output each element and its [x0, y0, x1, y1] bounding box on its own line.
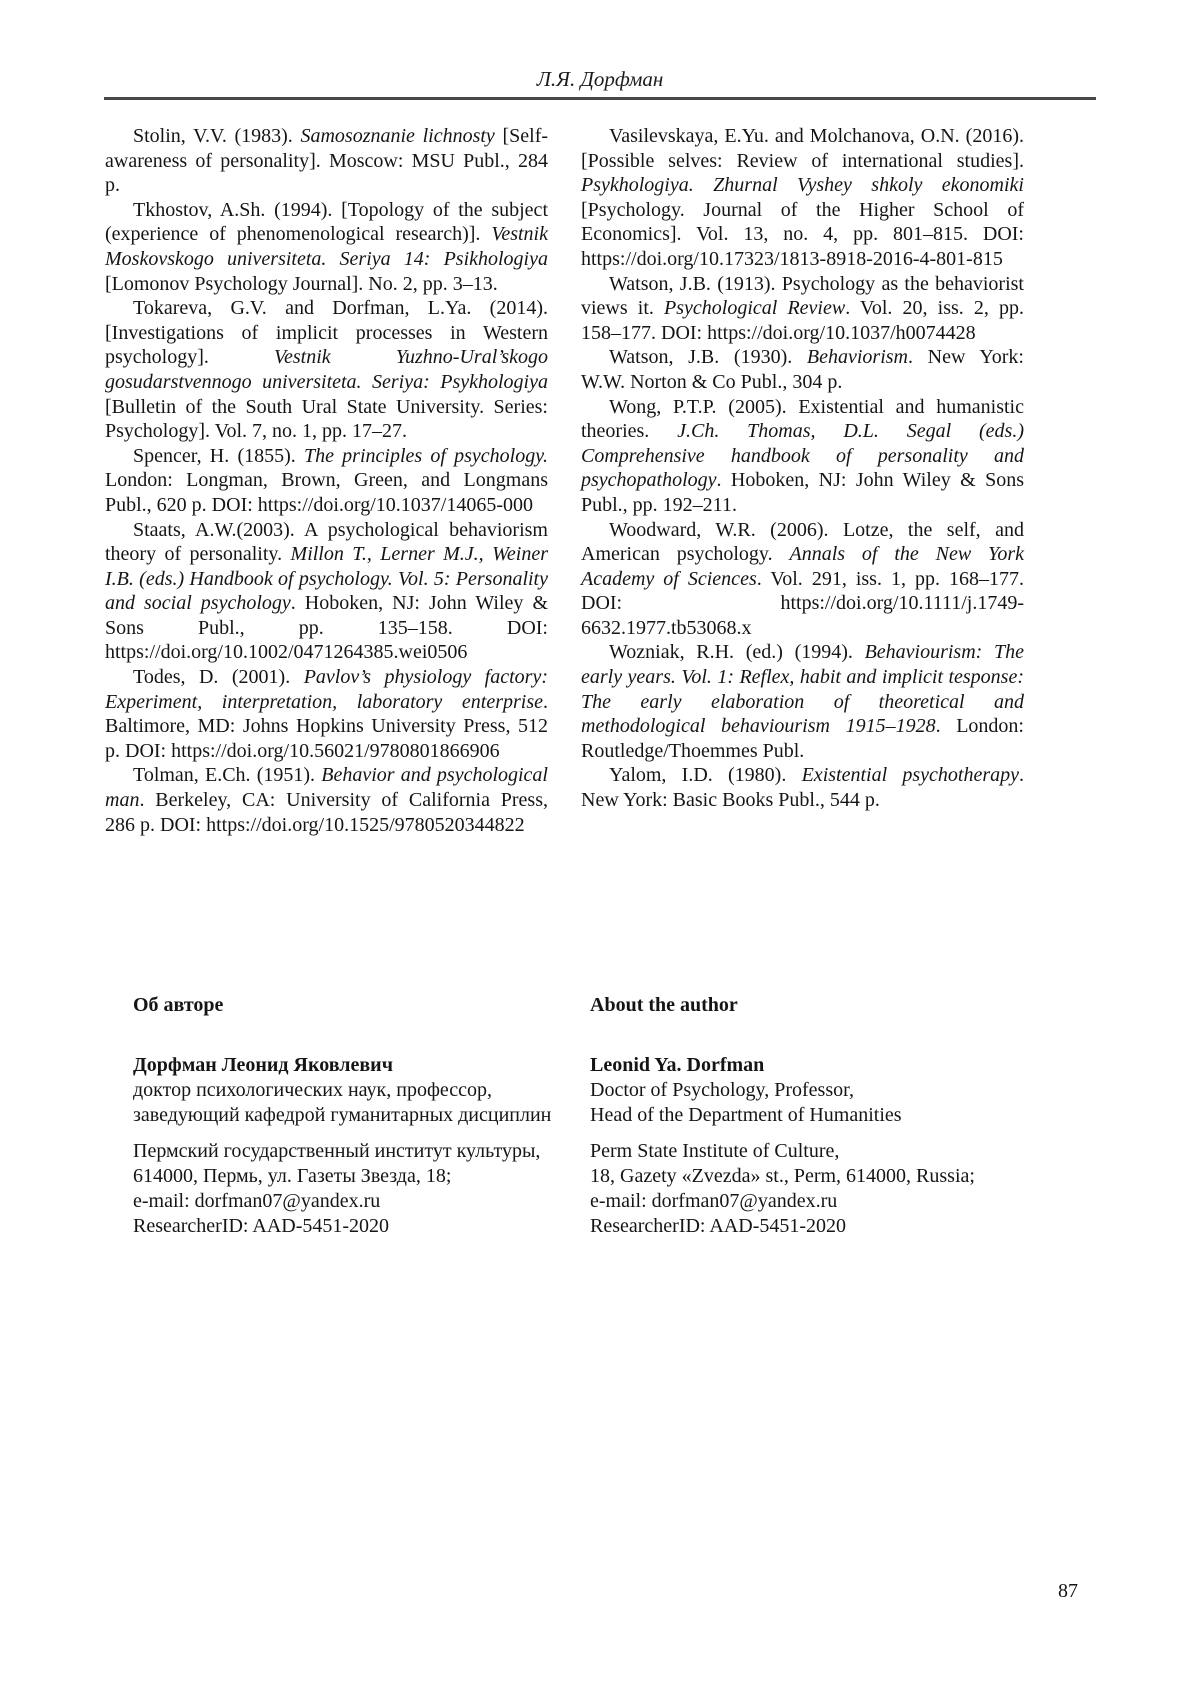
- reference-entry: Stolin, V.V. (1983). Samosoznanie lichnosty [Self-awareness of personality]. Moscow: MSU Publ., 284 p.: [105, 125, 549, 197]
- reference-entry: Yalom, I.D. (1980). Existential psychotherapy. New York: Basic Books Publ., 544 p.: [581, 764, 1025, 812]
- author-degree-en: [590, 1078, 1055, 1128]
- page-number: 87: [1058, 1580, 1078, 1602]
- reference-entry: Woodward, W.R. (2006). Lotze, the self, and American psychology. Annals of the New York Academy of Sciences. Vol. 291, iss. 1, pp. 168–177. DOI: https://doi.org/10.1111/j.1749-6632.1977.tb53068.x: [581, 518, 1024, 639]
- reference-entry: Watson, J.B. (1930). Behaviorism. New York: W.W. Norton & Co Publ., 304 p.: [581, 346, 1024, 393]
- header-rule: [104, 97, 1096, 100]
- about-heading-ru: Об авторе: [133, 994, 224, 1016]
- reference-entry: Staats, A.W.(2003). A psychological behaviorism theory of personality. Millon T., Lerner M.J., Weiner I.B. (eds.) Handbook of psychology. Vol. 5: Personality and social psychology. Hoboken, NJ: John Wiley & Sons Publ., pp. 135–158. DOI: https://doi.org/10.1002/0471264385.wei0506: [105, 518, 548, 664]
- reference-entry: Wong, P.T.P. (2005). Existential and humanistic theories. J.Ch. Thomas, D.L. Segal (eds.) Comprehensive handbook of personality and psychopathology. Hoboken, NJ: John Wiley & Sons Publ., pp. 192–211.: [581, 395, 1024, 516]
- text-line: ResearcherID: AAD-5451-2020: [133, 1215, 390, 1237]
- reference-entry: Todes, D. (2001). Pavlov’s physiology factory: Experiment, interpretation, laboratory enterprise. Baltimore, MD: Johns Hopkins University Press, 512 p. DOI: https://doi.org/10.56021/9780801866906: [105, 666, 548, 762]
- text-line: e-mail: dorfman07@yandex.ru: [133, 1190, 381, 1212]
- author-affiliation-ru: [133, 1139, 598, 1239]
- author-name-en: Leonid Ya. Dorfman: [590, 1054, 765, 1076]
- reference-entry: Watson, J.B. (1913). Psychology as the behaviorist views it. Psychological Review. Vol. 20, iss. 2, pp. 158–177. DOI: https://doi.org/10.1037/h0074428: [581, 272, 1025, 344]
- text-line: Head of the Department of Humanities: [590, 1104, 902, 1126]
- reference-entry: Vasilevskaya, E.Yu. and Molchanova, O.N. (2016). [Possible selves: Review of international studies]. Psykhologiya. Zhurnal Vyshey shkoly ekonomiki [Psychology. Journal of the Higher School of Economics]. Vol. 13, no. 4, pp. 801–815. DOI: https://doi.org/10.17323/1813-8918-2016-4-801-815: [581, 125, 1024, 270]
- text-line: Doctor of Psychology, Professor,: [590, 1079, 854, 1101]
- text-line: доктор психологических наук, профессор,: [133, 1079, 493, 1101]
- reference-entry: Wozniak, R.H. (ed.) (1994). Behaviourism: The early years. Vol. 1: Reflex, habit and implicit tesponse: The early elaboration of theoretical and methodological behaviourism 1915–1928. London: Routledge/Thoemmes Publ.: [581, 641, 1024, 762]
- about-author-section-ru: [133, 993, 598, 1239]
- reference-entry: Tolman, E.Ch. (1951). Behavior and psychological man. Berkeley, CA: University of California Press, 286 p. DOI: https://doi.org/10.1525/9780520344822: [105, 764, 548, 836]
- about-author-section-en: [590, 993, 1055, 1239]
- text-line: Perm State Institute of Culture,: [590, 1140, 840, 1162]
- running-head: Л.Я. Дорфман: [536, 67, 664, 91]
- author-name-ru: Дорфман Леонид Яковлевич: [133, 1054, 393, 1076]
- references-column-right: [581, 124, 1024, 813]
- text-line: заведующий кафедрой гуманитарных дисциплин: [133, 1104, 552, 1126]
- reference-entry: Spencer, H. (1855). The principles of psychology. London: Longman, Brown, Green, and Longmans Publ., 620 p. DOI: https://doi.org/10.1037/14065-000: [105, 444, 548, 516]
- text-line: 18, Gazety «Zvezda» st., Perm, 614000, Russia;: [590, 1165, 975, 1187]
- about-heading-en: About the author: [590, 994, 738, 1016]
- text-line: Пермский государственный институт культуры,: [133, 1140, 541, 1162]
- text-line: e-mail: dorfman07@yandex.ru: [590, 1190, 838, 1212]
- reference-entry: Tkhostov, A.Sh. (1994). [Topology of the subject (experience of phenomenological research)]. Vestnik Moskovskogo universiteta. Seriya 14: Psikhologiya [Lomonov Psychology Journal]. No. 2, pp. 3–13.: [105, 198, 548, 295]
- text-line: ResearcherID: AAD-5451-2020: [590, 1215, 847, 1237]
- author-affiliation-en: [590, 1139, 1055, 1239]
- reference-entry: Tokareva, G.V. and Dorfman, L.Ya. (2014). [Investigations of implicit processes in Western psychology]. Vestnik Yuzhno-Ural’skogo gosudarstvennogo universiteta. Seriya: Psykhologiya [Bulletin of the South Ural State University. Series: Psychology]. Vol. 7, no. 1, pp. 17–27.: [105, 297, 548, 443]
- author-degree-ru: [133, 1078, 598, 1128]
- text-line: 614000, Пермь, ул. Газеты Звезда, 18;: [133, 1165, 452, 1187]
- references-column-left: [105, 124, 548, 837]
